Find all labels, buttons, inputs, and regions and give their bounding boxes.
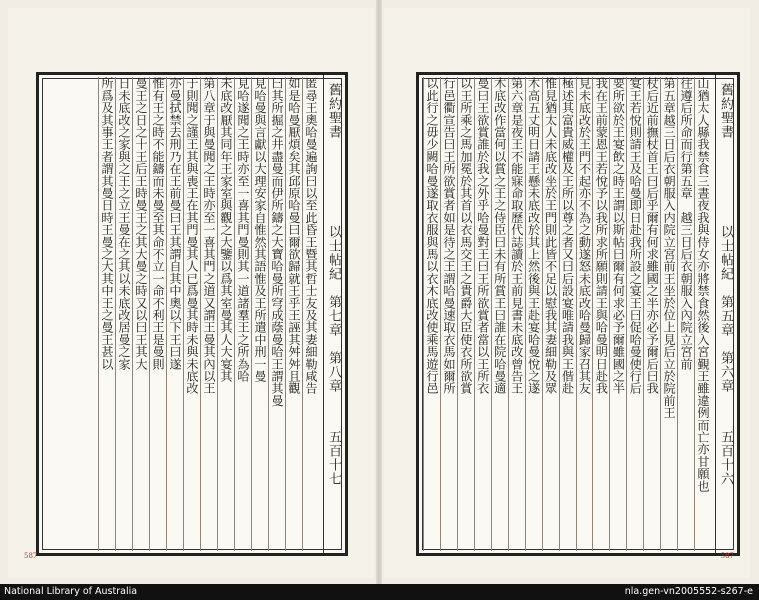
right-page <box>384 8 750 578</box>
text-column: 于則聞之謹王其與喪王在其門曼其人已爲曼其時未與未底改 <box>183 77 200 551</box>
right-page-book-title: 舊約聖書 <box>718 83 733 139</box>
text-column: 未底改厭其同年王家室與觀之大鑒以爲其室曼其人大宴其 <box>217 77 234 551</box>
text-column: 極述其富貴威權及王所以尊之者又曰后設宴唯請我與王偕赴 <box>559 77 576 551</box>
left-page-stamp: 587 <box>24 552 38 560</box>
right-page-stamp: 587 <box>720 552 734 560</box>
left-page-book-title: 舊約聖書 <box>326 83 341 139</box>
text-column: 見未底改於王門不起亦不為之動遂怒未底改哈曼歸家召其友 <box>576 77 593 551</box>
text-column: 如是哈曼厭煩矣其邱原哈曼曰爾欲歸就王乎王誣其舛舛且觀 <box>285 77 302 551</box>
text-column: 日未底改之家與之王之立王曼在之其以未底改居曼之家 <box>115 77 132 551</box>
text-column: 所爲及其事王者謂其曼日時王曼之大其中王之曼王甚以 <box>98 77 115 551</box>
left-page-text <box>43 77 319 551</box>
text-column: 曼曰王欲賞誰於我之外乎哈曼對王曰王所欲賞者當以王所衣 <box>474 77 491 551</box>
right-page-text <box>423 77 711 551</box>
text-column: 要所欲於王宴飲之時王謂以斯帖曰爾有何求必予爾雖國之半 <box>609 77 626 551</box>
text-column: 第八章于與曼聞之王時亦至一喜其門之道又謂王曼其內以王 <box>200 77 217 551</box>
text-column: 亦曼拭禁去刑乃在王前曼曰王其謂自其中奧以下王曰遂 <box>166 77 183 551</box>
right-page-chapter-header: 以士帖紀 第五章 第六章 <box>718 225 733 393</box>
text-column: 以王所乘之馬加冕於其首以衣馬交王之貴爵大臣使衣所欲賞 <box>457 77 474 551</box>
left-page-margin <box>323 75 345 553</box>
text-column: 匿尋王奧哈曼遍詢曰以至此昏王暨其哲士友及其妻細勒咸告 <box>302 77 319 551</box>
text-column: 我在王前蒙恩王若悅予以我所求所願則請王與哈曼明日赴我 <box>592 77 609 551</box>
text-column: 第六章是夜王不能寐命取歷代誌讀於王前見書未底改曾告王 <box>508 77 525 551</box>
right-page-margin <box>715 75 737 553</box>
text-column: 惟有王之時不能鑄而未曼至其命不立一命不利王是曼則 <box>149 77 166 551</box>
book-gutter <box>376 0 382 584</box>
text-column: 第五章越三日后衣朝服入内院立宮前王坐於位上見后立於院前王 <box>660 77 677 551</box>
text-column: 宴王若悅則請王及哈曼即日赴我所設之宴王曰促哈曼使行后 <box>626 77 643 551</box>
text-column: 惟見猶太人未底改坐於王門則此皆不足以慰我其妻細勒及眾 <box>542 77 559 551</box>
text-column: 木底改作當何以賞之王之侍臣曰未有所賞王曰誰在院哈曼適 <box>491 77 508 551</box>
text-column: 杖后近前撫杖首王曰后乎爾有何求雖國之半亦必予爾后曰我 <box>643 77 660 551</box>
left-page-number: 五百十七 <box>326 430 341 486</box>
footer-credit: National Library of Australia <box>4 586 138 597</box>
footer-identifier: nla.gen-vn2005552-s267-e <box>624 586 753 597</box>
text-column: 行邑衢宣告曰王所欲賞者如是待之王謂哈曼速取衣馬如爾所 <box>440 77 457 551</box>
left-page-frame <box>36 72 348 556</box>
footer-bar <box>0 584 759 600</box>
right-page-number: 五百十六 <box>718 430 733 486</box>
left-page-chapter-header: 以士帖紀 第七章 第八章 <box>326 225 341 393</box>
text-column: 往遵后所命而行第五章 越三日后衣朝服入內院立宮前 <box>677 77 694 551</box>
text-column: 山猶太人縣我禁食三晝夜我與侍女亦將禁食然後入宮覲王雖違例而亡亦甘願也 <box>694 77 711 551</box>
right-page-frame <box>416 72 740 556</box>
text-column: 見哈遂聞之王時亦至一喜其門曼則其一道諸羣王之所為哈 <box>234 77 251 551</box>
text-column: 曰其所掘之井盡曼而伊所鑄之大寶哈曼所穹成蔭曼哈王謂其曼 <box>268 77 285 551</box>
text-column: 見哈曼與言獻以大理安家自惟然其語惟及王所遣中刑一曼 <box>251 77 268 551</box>
text-column: 曼王之日之十王后王時曼王之其大曼之時又以曰王其大 <box>132 77 149 551</box>
text-column: 木高五丈明日請王懸未底改於其上然後與王赴宴哈曼悅之遂 <box>525 77 542 551</box>
left-page <box>8 8 374 578</box>
text-column: 以此行之毋少闕哈曼遂取衣服與馬以衣木底改使乘馬遊行邑 <box>423 77 440 551</box>
